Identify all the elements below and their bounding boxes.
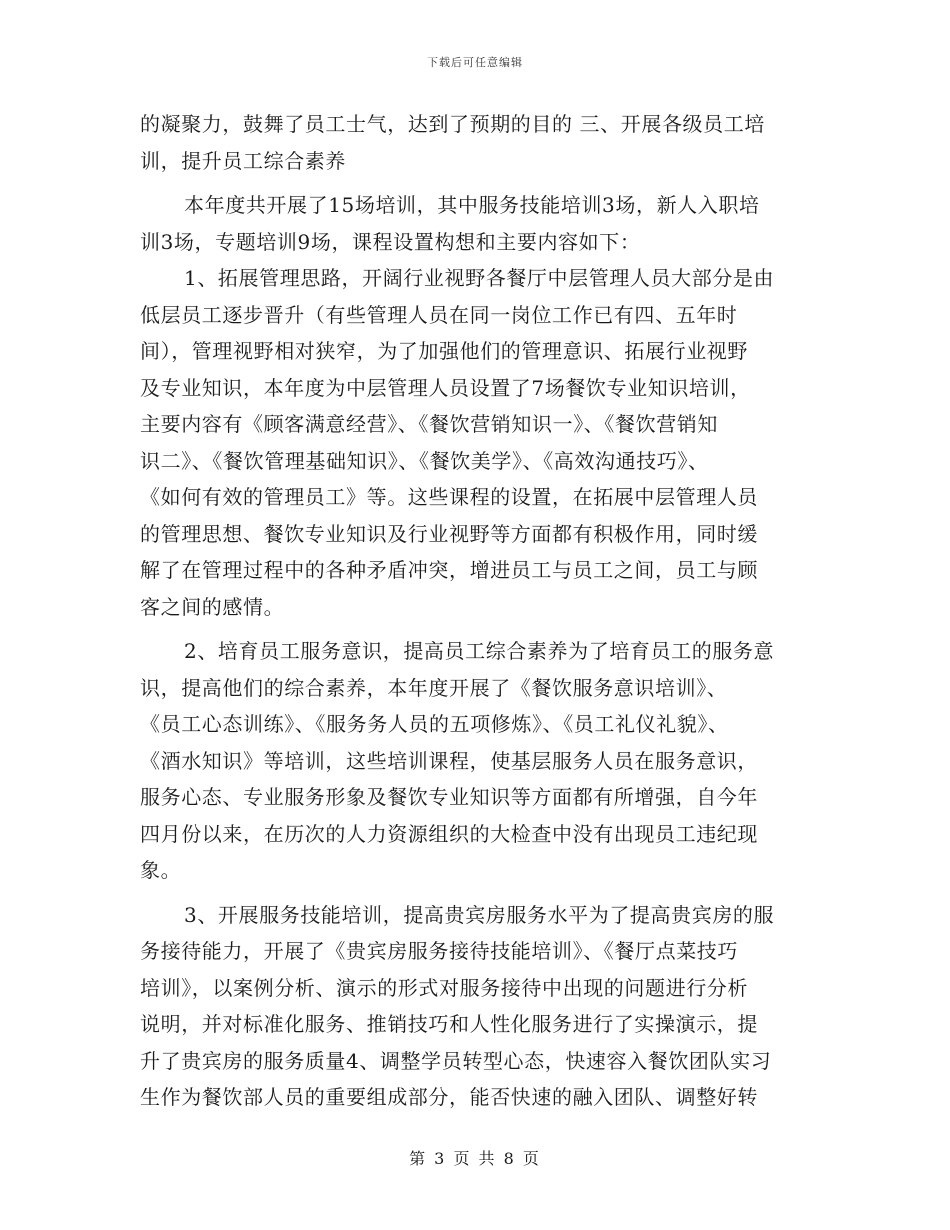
text-line: 及专业知识，本年度为中层管理人员设置了7场餐饮专业知识培训， — [140, 375, 751, 400]
text-line: 象。 — [140, 858, 182, 882]
text-line: 生作为餐饮部人员的重要组成部分，能否快速的融入团队、调整好转 — [140, 1085, 758, 1109]
text-line: 识，提高他们的综合素养，本年度开展了《餐饮服务意识培训》、 — [140, 675, 728, 700]
page-header-note: 下载后可任意编辑 — [427, 56, 523, 69]
text-line: 解了在管理过程中的各种矛盾冲突，增进员工与员工之间，员工与顾 — [140, 558, 758, 582]
text-line: 识二》、《餐饮管理基础知识》、《餐饮美学》、《高效沟通技巧》、 — [140, 448, 709, 473]
text-line: 3、开展服务技能培训，提高贵宾房服务水平为了提高贵宾房的服 — [184, 902, 775, 927]
text-line: 本年度共开展了15场培训，其中服务技能培训3场，新人入职培 — [184, 193, 760, 217]
text-line: 培训》，以案例分析、演示的形式对服务接待中出现的问题进行分析 — [140, 975, 748, 1000]
text-line: 主要内容有《顾客满意经营》、《餐饮营销知识一》、《餐饮营销知 — [140, 412, 718, 436]
text-line: 四月份以来，在历次的人力资源组织的大检查中没有出现员工违纪现 — [140, 821, 758, 846]
text-line: 客之间的感情。 — [140, 594, 285, 619]
text-line: 训，提升员工综合素养 — [140, 148, 346, 173]
text-line: 低层员工逐步晋升（有些管理人员在同一岗位工作已有四、五年时 — [140, 302, 738, 327]
text-line: 《如何有效的管理员工》等。这些课程的设置，在拓展中层管理人员 — [140, 485, 758, 509]
text-line: 《员工心态训练》、《服务务人员的五项修炼》、《员工礼仪礼貌》、 — [140, 712, 729, 736]
text-line: 升了贵宾房的服务质量4、调整学员转型心态，快速容入餐饮团队实习 — [140, 1048, 772, 1073]
text-line: 说明，并对标准化服务、推销技巧和人性化服务进行了实操演示，提 — [140, 1012, 758, 1036]
text-line: 的管理思想、餐饮专业知识及行业视野等方面都有积极作用，同时缓 — [140, 521, 758, 546]
text-line: 训3场，专题培训9场，课程设置构想和主要内容如下： — [140, 229, 641, 254]
document-body — [140, 106, 812, 1116]
page-number-footer: 第 3 页 共 8 页 — [409, 1149, 541, 1168]
text-line: 《酒水知识》等培训，这些培训课程，使基层服务人员在服务意识， — [140, 748, 758, 773]
text-line: 的凝聚力，鼓舞了员工士气，达到了预期的目的 三、开展各级员工培 — [140, 112, 765, 136]
text-line: 间），管理视野相对狭窄，为了加强他们的管理意识、拓展行业视野 — [140, 339, 748, 363]
text-line: 1、拓展管理思路，开阔行业视野各餐厅中层管理人员大部分是由 — [184, 266, 775, 290]
text-line: 2、培育员工服务意识，提高员工综合素养为了培育员工的服务意 — [184, 639, 775, 663]
text-line: 务接待能力，开展了《贵宾房服务接待技能培训》、《餐厅点菜技巧 — [140, 939, 738, 963]
text-line: 服务心态、专业服务形象及餐饮专业知识等方面都有所增强，自今年 — [140, 785, 758, 809]
